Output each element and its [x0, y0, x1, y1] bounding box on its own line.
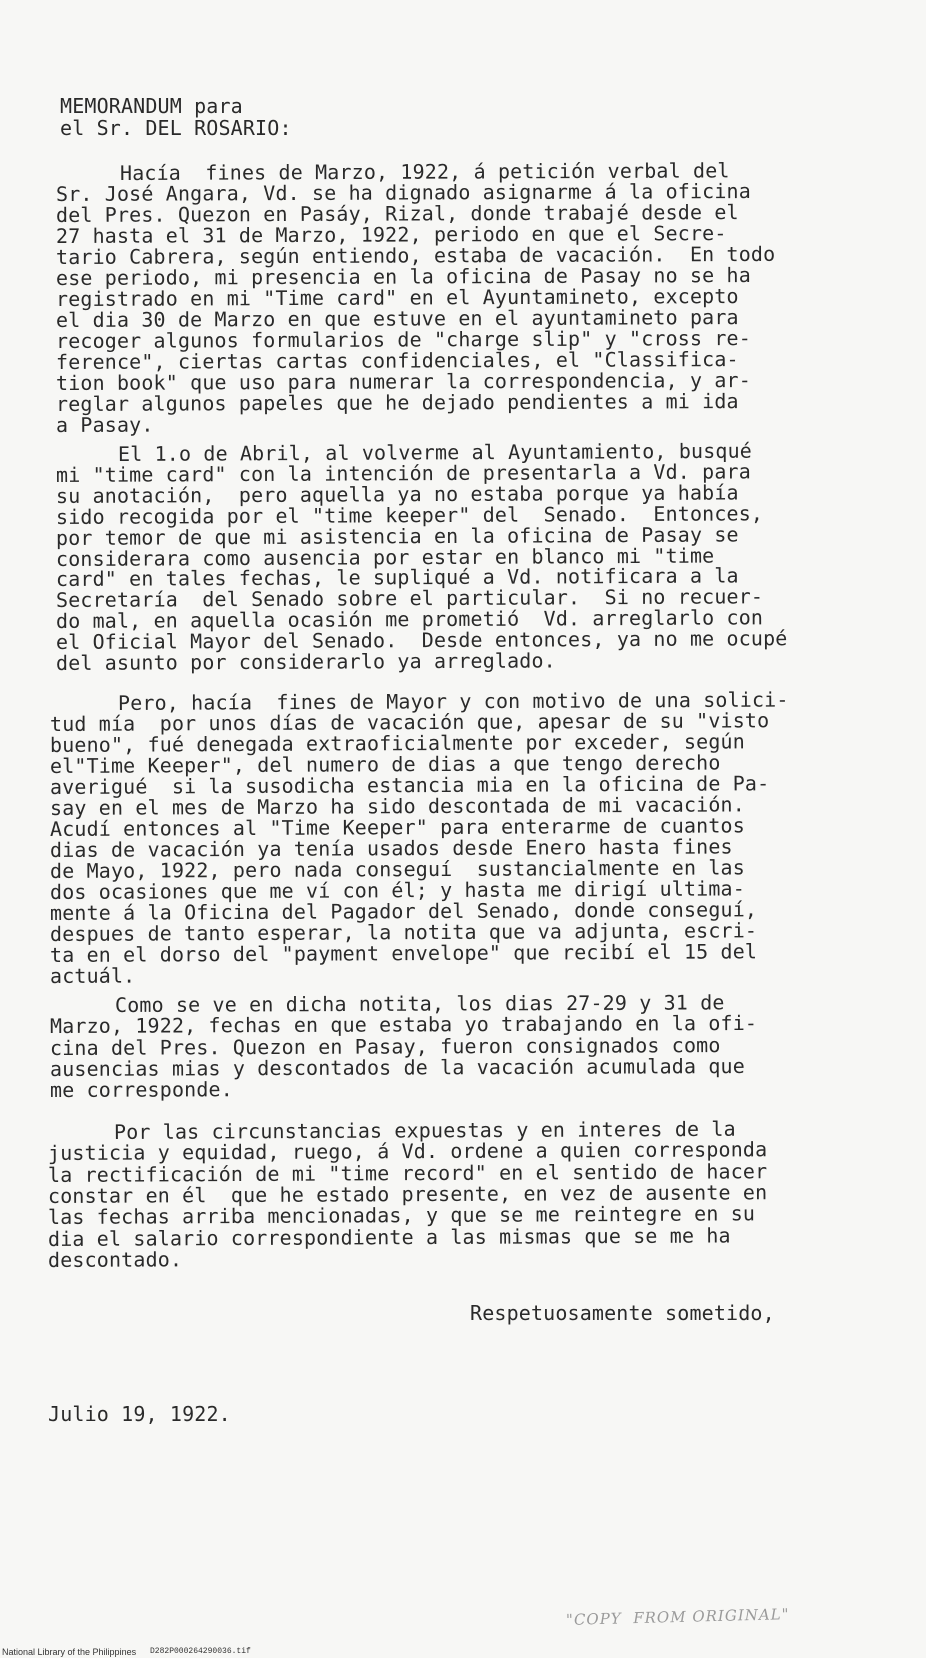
- para3-line: bueno", fué denegada extraoficialmente por exceder, según: [49, 729, 745, 757]
- memo-date: Julio 19, 1922.: [48, 1402, 231, 1426]
- para2-line: sido recogida por el "time keeper" del Senado. Entonces,: [55, 500, 764, 529]
- para5-line: constar en él que he estado presente, en vez de ausente en: [47, 1180, 768, 1208]
- para1-line: tario Cabrera, según entiendo, estaba de vacación. En todo: [55, 241, 776, 269]
- para1-line: del Pres. Quezon en Pasáy, Rizal, donde trabajé desde el: [55, 200, 739, 227]
- para5-line: dia el salario correspondiente a las mismas que se me ha: [47, 1222, 731, 1251]
- file-id: D282P000264290036.tif: [150, 1647, 251, 1656]
- para1-line: Sr. José Angara, Vd. se ha dignado asignarme á la oficina: [55, 178, 751, 206]
- para5-line: las fechas arriba mencionadas, y que se me reintegre en su: [47, 1201, 756, 1230]
- para2-line: considerara como ausencia por estar en blanco mi "time: [55, 543, 715, 571]
- para3-line: actuál.: [49, 963, 136, 988]
- para3-line: say en el mes de Marzo ha sido descontada de mi vacación.: [49, 792, 745, 820]
- para1-line: tion book" que uso para numerar la correspondencia, y ar-: [55, 367, 751, 395]
- memo-heading-line-1: MEMORANDUM para: [60, 94, 243, 118]
- para3-line: averigué si la susodicha estancia mia en la oficina de Pa-: [49, 771, 770, 799]
- para1-line: ese periodo, mi presencia en la oficina de Pasay no se ha: [55, 262, 751, 290]
- para5-line: Por las circunstancias expuestas y en interes de la: [113, 1116, 736, 1144]
- para1-line: registrado en mi "Time card" en el Ayuntamineto, excepto: [55, 284, 739, 311]
- para1-line: ference", ciertas cartas confidenciales, el "Classifica-: [55, 347, 739, 374]
- para1-line: el dia 30 de Marzo en que estuve en el ayuntamineto para: [55, 305, 739, 332]
- para3-line: mente á la Oficina del Pagador del Senado, donde conseguí,: [49, 897, 758, 925]
- para3-line: dos ocasiones que me ví con él; y hasta me dirigí ultima-: [49, 876, 745, 904]
- para4-line: me corresponde.: [49, 1077, 233, 1103]
- para5-line: descontado.: [47, 1247, 183, 1272]
- para1-line: Hacía fines de Marzo, 1922, á petición verbal del: [119, 158, 730, 185]
- para3-line: de Mayo, 1922, pero nada conseguí sustancialmente en las: [49, 855, 745, 883]
- para2-line: do mal, en aquella ocasión me prometió Vd. arreglarlo con: [55, 605, 764, 634]
- para3-line: ta en el dorso del "payment envelope" que recibí el 15 del: [49, 939, 758, 967]
- closing-salutation: Respetuosamente sometido,: [470, 1301, 775, 1325]
- para3-line: Acudí entonces al "Time Keeper" para enterarme de cuantos: [49, 813, 745, 841]
- para2-line: El 1.o de Abril, al volverme al Ayuntamiento, busqué: [117, 438, 752, 466]
- para1-line: 27 hasta el 31 de Marzo, 1922, periodo en que el Secre-: [55, 221, 727, 248]
- para2-line: el Oficial Mayor del Senado. Desde entonces, ya no me ocupé: [55, 626, 788, 655]
- para2-line: card" en tales fechas, le supliqué a Vd. notificara a la: [55, 563, 739, 592]
- para4-line: Marzo, 1922, fechas en que estaba yo trabajando en la ofi-: [49, 1011, 758, 1039]
- para2-line: por temor de que mi asistencia en la oficina de Pasay se: [55, 522, 739, 550]
- para4-line: Como se ve en dicha notita, los dias 27-29 y 31 de: [114, 990, 725, 1017]
- para2-line: del asunto por considerarlo ya arreglado.: [55, 648, 556, 675]
- para4-line: cina del Pres. Quezon en Pasay, fueron consignados como: [49, 1032, 721, 1060]
- para3-line: el"Time Keeper", del numero de dias a que tengo derecho: [49, 750, 721, 778]
- para1-line: reglar algunos papeles que he dejado pendientes a mi ida: [55, 389, 739, 416]
- memo-heading-line-2: el Sr. DEL ROSARIO:: [60, 116, 292, 140]
- para4-line: ausencias mias y descontados de la vacación acumulada que: [49, 1053, 745, 1081]
- para2-line: su anotación, pero aquella ya no estaba porque ya había: [55, 480, 739, 508]
- para5-line: la rectificación de mi "time record" en el sentido de hacer: [47, 1158, 768, 1187]
- para1-line: a Pasay.: [55, 412, 154, 437]
- handwritten-copy-note: "COPY FROM ORIGINAL": [565, 1605, 790, 1629]
- para2-line: Secretaría del Senado sobre el particular. Si no recuer-: [55, 584, 764, 613]
- para1-line: recoger algunos formularios de "charge slip" y "cross re-: [55, 325, 751, 353]
- para3-line: despues de tanto esperar, la notita que va adjunta, escri-: [49, 918, 758, 946]
- para2-line: mi "time card" con la intención de presentarla a Vd. para: [55, 459, 751, 487]
- para3-line: dias de vacación ya tenía usados desde Enero hasta fines: [49, 834, 733, 862]
- para5-line: justicia y equidad, ruego, á Vd. ordene a quien corresponda: [47, 1137, 768, 1166]
- para3-line: Pero, hacía fines de Mayor y con motivo de una solici-: [117, 687, 789, 715]
- para3-line: tud mía por unos días de vacación que, apesar de su "visto: [49, 708, 770, 736]
- library-credit: National Library of the Philippines: [2, 1647, 137, 1657]
